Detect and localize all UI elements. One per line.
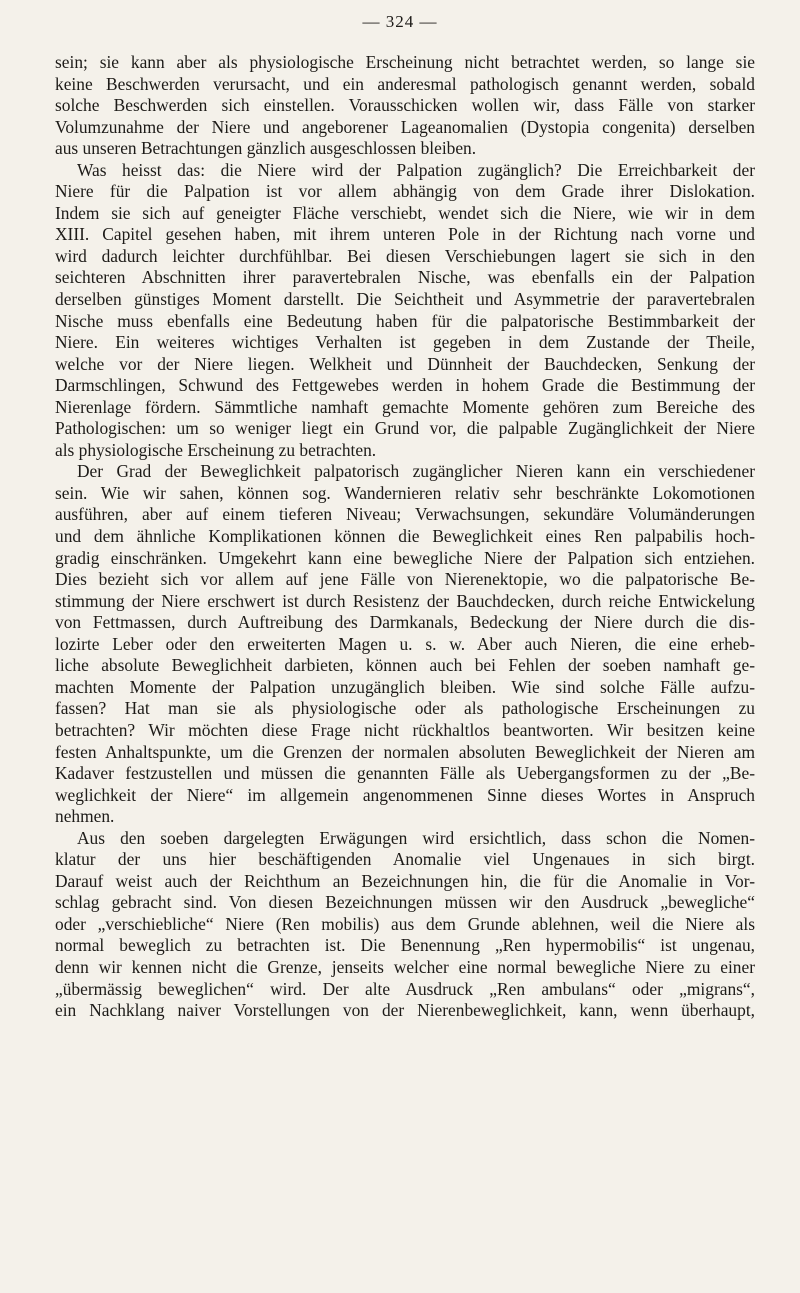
text-line: schlag gebracht sind. Von diesen Bezeichnungen müssen wir den Ausdruck „bewegliche“ — [55, 892, 755, 913]
text-line: wird dadurch leichter durchfühlbar. Bei diesen Verschiebungen lagert sie sich in den — [55, 245, 755, 266]
text-line: derselben günstiges Moment darstellt. Die Seichtheit und Asymmetrie der paravertebralen — [55, 289, 755, 310]
text-line: ausführen, aber auf einem tieferen Niveau; Verwachsungen, sekundäre Volumänderungen — [55, 504, 755, 525]
text-line: betrachten? Wir möchten diese Frage nicht rückhaltlos beantworten. Wir besitzen keine — [55, 719, 755, 740]
text-line: Darmschlingen, Schwund des Fettgewebes werden in hohem Grade die Bestimmung der — [55, 375, 755, 396]
text-line: welche vor der Niere liegen. Welkheit und Dünnheit der Bauchdecken, Senkung der — [55, 353, 755, 374]
text-line: sein; sie kann aber als physiologische Erscheinung nicht betrachtet werden, so lange sie — [55, 52, 755, 72]
text-line: lozirte Leber oder den erweiterten Magen u. s. w. Aber auch Nieren, die eine erheb- — [55, 633, 755, 654]
text-line: gradig einschränken. Umgekehrt kann eine bewegliche Niere der Palpation sich entziehen. — [55, 547, 755, 568]
text-line: Nische muss ebenfalls eine Bedeutung haben für die palpatorische Bestimmbarkeit der — [55, 310, 755, 331]
text-line: sein. Wie wir sahen, können sog. Wandernieren relativ sehr beschränkte Lokomotionen — [55, 482, 755, 503]
text-line: Was heisst das: die Niere wird der Palpation zugänglich? Die Erreichbarkeit der — [77, 159, 755, 180]
text-line: Der Grad der Beweglichkeit palpatorisch zugänglicher Nieren kann ein verschiedener — [77, 461, 755, 482]
text-line: liche absolute Beweglichheit darbieten, können auch bei Fehlen der soeben namhaft ge- — [55, 655, 755, 676]
text-line: Niere für die Palpation ist vor allem abhängig von dem Grade ihrer Dislokation. — [55, 181, 755, 202]
text-line: aus unseren Betrachtungen gänzlich ausgeschlossen bleiben. — [55, 138, 477, 159]
text-line: und dem ähnliche Komplikationen können die Beweglichkeit eines Ren palpabilis hoch- — [55, 526, 755, 547]
text-line: seichteren Abschnitten ihrer paravertebralen Nische, was ebenfalls ein der Palpation — [55, 267, 755, 288]
text-line: „übermässig beweglichen“ wird. Der alte Ausdruck „Ren ambulans“ oder „migrans“, — [55, 978, 755, 999]
text-line: klatur der uns hier beschäftigenden Anomalie viel Ungenaues in sich birgt. — [55, 849, 755, 870]
text-line: oder „verschiebliche“ Niere (Ren mobilis) aus dem Grunde ablehnen, weil die Niere als — [55, 913, 755, 934]
text-line: denn wir kennen nicht die Grenze, jenseits welcher eine normal bewegliche Niere zu einer — [55, 956, 755, 977]
text-line: stimmung der Niere erschwert ist durch Resistenz der Bauchdecken, durch reiche Entwickelung — [55, 590, 755, 611]
text-line: Pathologischen: um so weniger liegt ein Grund vor, die palpable Zugänglichkeit der Niere — [55, 418, 755, 439]
text-line: weglichkeit der Niere“ im allgemein angenommenen Sinne dieses Wortes in Anspruch — [55, 784, 755, 805]
text-line: fassen? Hat man sie als physiologische oder als pathologische Erscheinungen zu — [55, 698, 755, 719]
text-line: Indem sie sich auf geneigter Fläche verschiebt, wendet sich die Niere, wie wir in dem — [55, 202, 755, 223]
text-line: Niere. Ein weiteres wichtiges Verhalten ist gegeben in dem Zustande der Theile, — [55, 332, 755, 353]
text-line: Dies bezieht sich vor allem auf jene Fälle von Nierenektopie, wo die palpatorische Be- — [55, 569, 755, 590]
text-line: XIII. Capitel gesehen haben, mit ihrem unteren Pole in der Richtung nach vorne und — [55, 224, 755, 245]
text-line: Darauf weist auch der Reichthum an Bezeichnungen hin, die für die Anomalie in Vor- — [55, 870, 755, 891]
text-line: ein Nachklang naiver Vorstellungen von der Nierenbeweglichkeit, kann, wenn überhaupt, — [55, 1000, 755, 1021]
body-text — [55, 52, 755, 1022]
text-line: Volumzunahme der Niere und angeborener Lageanomalien (Dystopia congenita) derselben — [55, 116, 755, 137]
text-line: festen Anhaltspunkte, um die Grenzen der normalen absoluten Beweglichkeit der Nieren am — [55, 741, 755, 762]
text-line: machten Momente der Palpation unzugänglich bleiben. Wie sind solche Fälle aufzu- — [55, 676, 755, 697]
text-line: solche Beschwerden sich einstellen. Vorausschicken wollen wir, dass Fälle von starker — [55, 95, 755, 116]
text-line: Nierenlage fördern. Sämmtliche namhaft gemachte Momente gehören zum Bereiche des — [55, 396, 755, 417]
text-line: nehmen. — [55, 806, 115, 827]
text-line: Aus den soeben dargelegten Erwägungen wird ersichtlich, dass schon die Nomen- — [77, 827, 755, 848]
text-line: Kadaver festzustellen und müssen die genannten Fälle als Uebergangsformen zu der „Be- — [55, 763, 755, 784]
text-line: als physiologische Erscheinung zu betrachten. — [55, 439, 377, 460]
text-line: keine Beschwerden verursacht, und ein anderesmal pathologisch genannt werden, sobald — [55, 73, 755, 94]
text-line: normal beweglich zu betrachten ist. Die Benennung „Ren hypermobilis“ ist ungenau, — [55, 935, 755, 956]
page-number: — 324 — — [362, 12, 438, 31]
text-line: von Fettmassen, durch Auftreibung des Darmkanals, Bedeckung der Niere durch die dis- — [55, 612, 755, 633]
